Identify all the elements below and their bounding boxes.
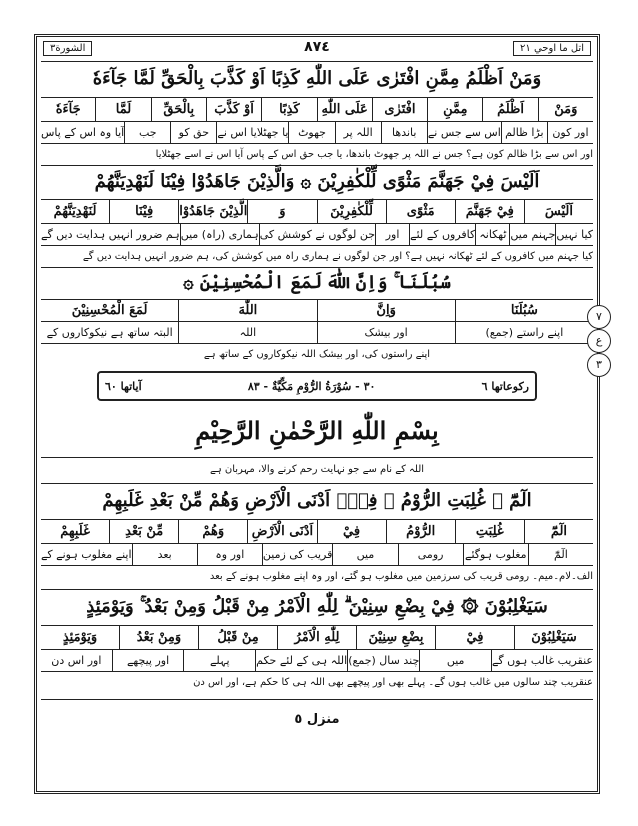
side-marker-1: ٧: [587, 305, 611, 329]
word: فِيْ: [317, 520, 386, 544]
meaning: جھوٹ: [288, 122, 334, 144]
meaning: اس سے جس نے: [427, 122, 501, 144]
meaning: اور وہ: [197, 544, 262, 566]
verse5-meanings: [41, 649, 593, 672]
meaning: جب: [124, 122, 170, 144]
word: اَوْ كَذَّبَ: [206, 98, 261, 122]
word: سُبُلَنَا: [455, 300, 593, 322]
verse2-arabic: اَلَيْسَ فِيْ جَهَنَّمَ مَثْوًى لِّلْكٰفِرِيْنَ ۞ وَالَّذِيْنَ جَاهَدُوْا فِيْنَا لَنَهْدِيَنَّهُمْ: [41, 165, 593, 198]
word: وَمِنْ بَعْدُ: [119, 626, 198, 650]
meaning: جہنم میں: [509, 224, 555, 246]
word: مِنْ قَبْلُ: [198, 626, 277, 650]
word: مِمَّنِ: [427, 98, 482, 122]
verse1-meanings: [41, 121, 593, 144]
word: وَاِنَّ: [317, 300, 455, 322]
meaning: اپنے مغلوب ہونے کے: [40, 548, 132, 561]
meaning: ہم ضرور انہیں ہدایت دیں گے: [41, 228, 180, 241]
verse3-words: [41, 299, 593, 322]
verse2-translation: کیا جہنم میں کافروں کے لئے ٹھکانہ نہیں ہے؟ اور جن لوگوں نے ہماری راہ میں کوشش کی، ہم ضرور انہیں ہدایت دیں گے: [41, 245, 593, 268]
meaning: چند سال (جمع): [347, 650, 419, 672]
verse5-words: [41, 625, 593, 650]
header-left: الشورة٣: [43, 41, 92, 56]
meaning: عنقریب غالب ہوں گے: [491, 650, 593, 672]
word: فِيْ: [435, 626, 514, 650]
word: لَنَهْدِيَنَّهُمْ: [53, 204, 97, 219]
bismillah-translation: اللہ کے نام سے جو نہایت رحم کرنے والا، مہربان ہے: [41, 457, 593, 482]
meaning: قریب کی زمین: [262, 544, 333, 566]
meaning: رومی: [398, 544, 463, 566]
meaning: الٓمّٓ: [528, 544, 593, 566]
bismillah: بِسْمِ اللّٰهِ الرَّحْمٰنِ الرَّحِيْمِ: [195, 416, 439, 445]
verse5-translation: عنقریب چند سالوں میں غالب ہوں گے۔ پہلے بھی اور پیچھے بھی اللہ ہی کا حکم ہے، اور اس دن: [41, 671, 593, 694]
word: اَدْنَى الْاَرْضِ: [247, 520, 316, 544]
meaning: بڑا ظالم: [501, 122, 547, 144]
verse3-translation: اپنے راستوں کی، اور بیشک اللہ نیکوکاروں کے ساتھ ہے: [41, 343, 593, 366]
word: الٓمّٓ: [524, 520, 593, 544]
meaning: میں: [419, 650, 491, 672]
verse4-translation: الف۔لام۔میم۔ رومی قریب کی سرزمین میں مغلوب ہو گئے، اور وہ اپنے مغلوب ہونے کے بعد: [41, 565, 593, 588]
meaning: بعد: [132, 544, 197, 566]
verse2-meanings: [41, 223, 593, 246]
surah-title: ٣٠ - سُوْرَةُ الرُّوْمِ مَكِّيَّةٌ - ٨٣: [247, 379, 376, 393]
meaning: اور اس دن: [51, 654, 102, 667]
word: وَمَنْ: [538, 98, 593, 122]
meaning: اور: [375, 224, 409, 246]
meaning: مغلوب ہوگئے: [463, 544, 528, 566]
verse1-arabic: وَمَنْ اَظْلَمُ مِمَّنِ افْتَرٰى عَلَى اللّٰهِ كَذِبًا اَوْ كَذَّبَ بِالْحَقِّ لَمَّا جَآءَهٗ: [41, 61, 593, 96]
word: مَثْوًى: [386, 200, 455, 224]
word: اَظْلَمُ: [482, 98, 537, 122]
verse4-words: [41, 519, 593, 544]
verse5-arabic: سَيَغْلِبُوْنَ ۞ فِيْ بِضْعِ سِنِيْنَ ۗ لِلّٰهِ الْاَمْرُ مِنْ قَبْلُ وَمِنْ بَعْدُ ۚ وَيَوْمَئِذٍ: [41, 589, 593, 624]
meaning: اللہ ہی کے لئے حکم: [255, 650, 347, 672]
verse4-meanings: [41, 543, 593, 566]
word: بِضْعِ سِنِيْنَ: [356, 626, 435, 650]
meaning: کیا نہیں: [555, 224, 593, 246]
word: الَّذِيْنَ جَاهَدُوْا: [178, 200, 247, 224]
page-frame: [34, 34, 603, 794]
word: اللّٰهَ: [178, 300, 316, 322]
word: اَلَيْسَ: [524, 200, 593, 224]
meaning: ٹھکانہ: [475, 224, 509, 246]
side-marker-2: ع: [587, 329, 611, 353]
header-right: اتل ما اوحي ٢١: [513, 41, 591, 56]
word: وَ: [247, 200, 316, 224]
verse3-arabic: سُبُلَنَا ۚ وَاِنَّ اللّٰهَ لَمَعَ الْمُحْسِنِيْنَ ۞: [41, 267, 593, 298]
meaning: یا جھٹلایا اس نے: [216, 122, 288, 144]
word: غَلَبِهِمْ: [60, 524, 90, 539]
surah-ruku: رکوعاتھا ٦: [481, 379, 529, 393]
meaning: میں: [332, 544, 397, 566]
word: افْتَرٰى: [372, 98, 427, 122]
word: مِّنْ بَعْدِ: [109, 520, 178, 544]
word: بِالْحَقِّ: [151, 98, 206, 122]
word: لَمَّا: [95, 98, 150, 122]
word: سَيَغْلِبُوْنَ: [514, 626, 593, 650]
word: وَيَوْمَئِذٍ: [62, 630, 98, 645]
meaning: حق کو: [170, 122, 216, 144]
word: فِيْ جَهَنَّمَ: [455, 200, 524, 224]
meaning: پہلے: [183, 650, 255, 672]
verse2-words: [41, 199, 593, 224]
meaning: البتہ ساتھ ہے نیکوکاروں کے: [46, 326, 173, 339]
meaning: اللہ: [178, 322, 316, 344]
word: وَهُمْ: [178, 520, 247, 544]
meaning: اپنے راستے (جمع): [455, 322, 593, 344]
meaning: آیا وہ اس کے پاس: [40, 126, 125, 139]
meaning: اور بیشک: [317, 322, 455, 344]
word: لِّلْكٰفِرِيْنَ: [317, 200, 386, 224]
word: لَمَعَ الْمُحْسِنِيْنَ: [71, 303, 148, 318]
verse3-meanings: [41, 321, 593, 344]
word: كَذِبًا: [261, 98, 316, 122]
meaning: اور کون: [547, 122, 593, 144]
verse1-words: [41, 97, 593, 122]
manzil-footer: منزل ٥: [41, 699, 593, 740]
meaning: اللہ پر: [335, 122, 381, 144]
word: لِلّٰهِ الْاَمْرُ: [277, 626, 356, 650]
word: فِيْنَا: [109, 200, 178, 224]
meaning: کافروں کے لئے: [409, 224, 475, 246]
word: عَلَى اللّٰهِ: [317, 98, 372, 122]
verse1-translation: اور اس سے بڑا ظالم کون ہے؟ جس نے اللہ پر جھوٹ باندھا، یا جب حق اس کے پاس آیا اس نے اسے جھٹلایا: [41, 143, 593, 166]
meaning: باندھا: [381, 122, 427, 144]
side-marker-3: ٣: [587, 353, 611, 377]
word: الرُّوْمُ: [386, 520, 455, 544]
verse4-arabic: الٓمّٓ ۞ غُلِبَتِ الرُّوْمُ ۞ فِيْۤ اَدْنَى الْاَرْضِ وَهُمْ مِّنْ بَعْدِ غَلَبِهِمْ: [41, 483, 593, 518]
meaning: جن لوگوں نے کوشش کی: [259, 224, 375, 246]
meaning: اور پیچھے: [112, 650, 184, 672]
page-number: ٨٧٤: [304, 39, 330, 55]
surah-banner: [97, 371, 537, 401]
meaning: ہماری (راہ) میں: [180, 224, 259, 246]
surah-ayat: آیاتھا ٦٠: [105, 379, 142, 393]
word: جَآءَهٗ: [55, 102, 81, 117]
word: غُلِبَتِ: [455, 520, 524, 544]
